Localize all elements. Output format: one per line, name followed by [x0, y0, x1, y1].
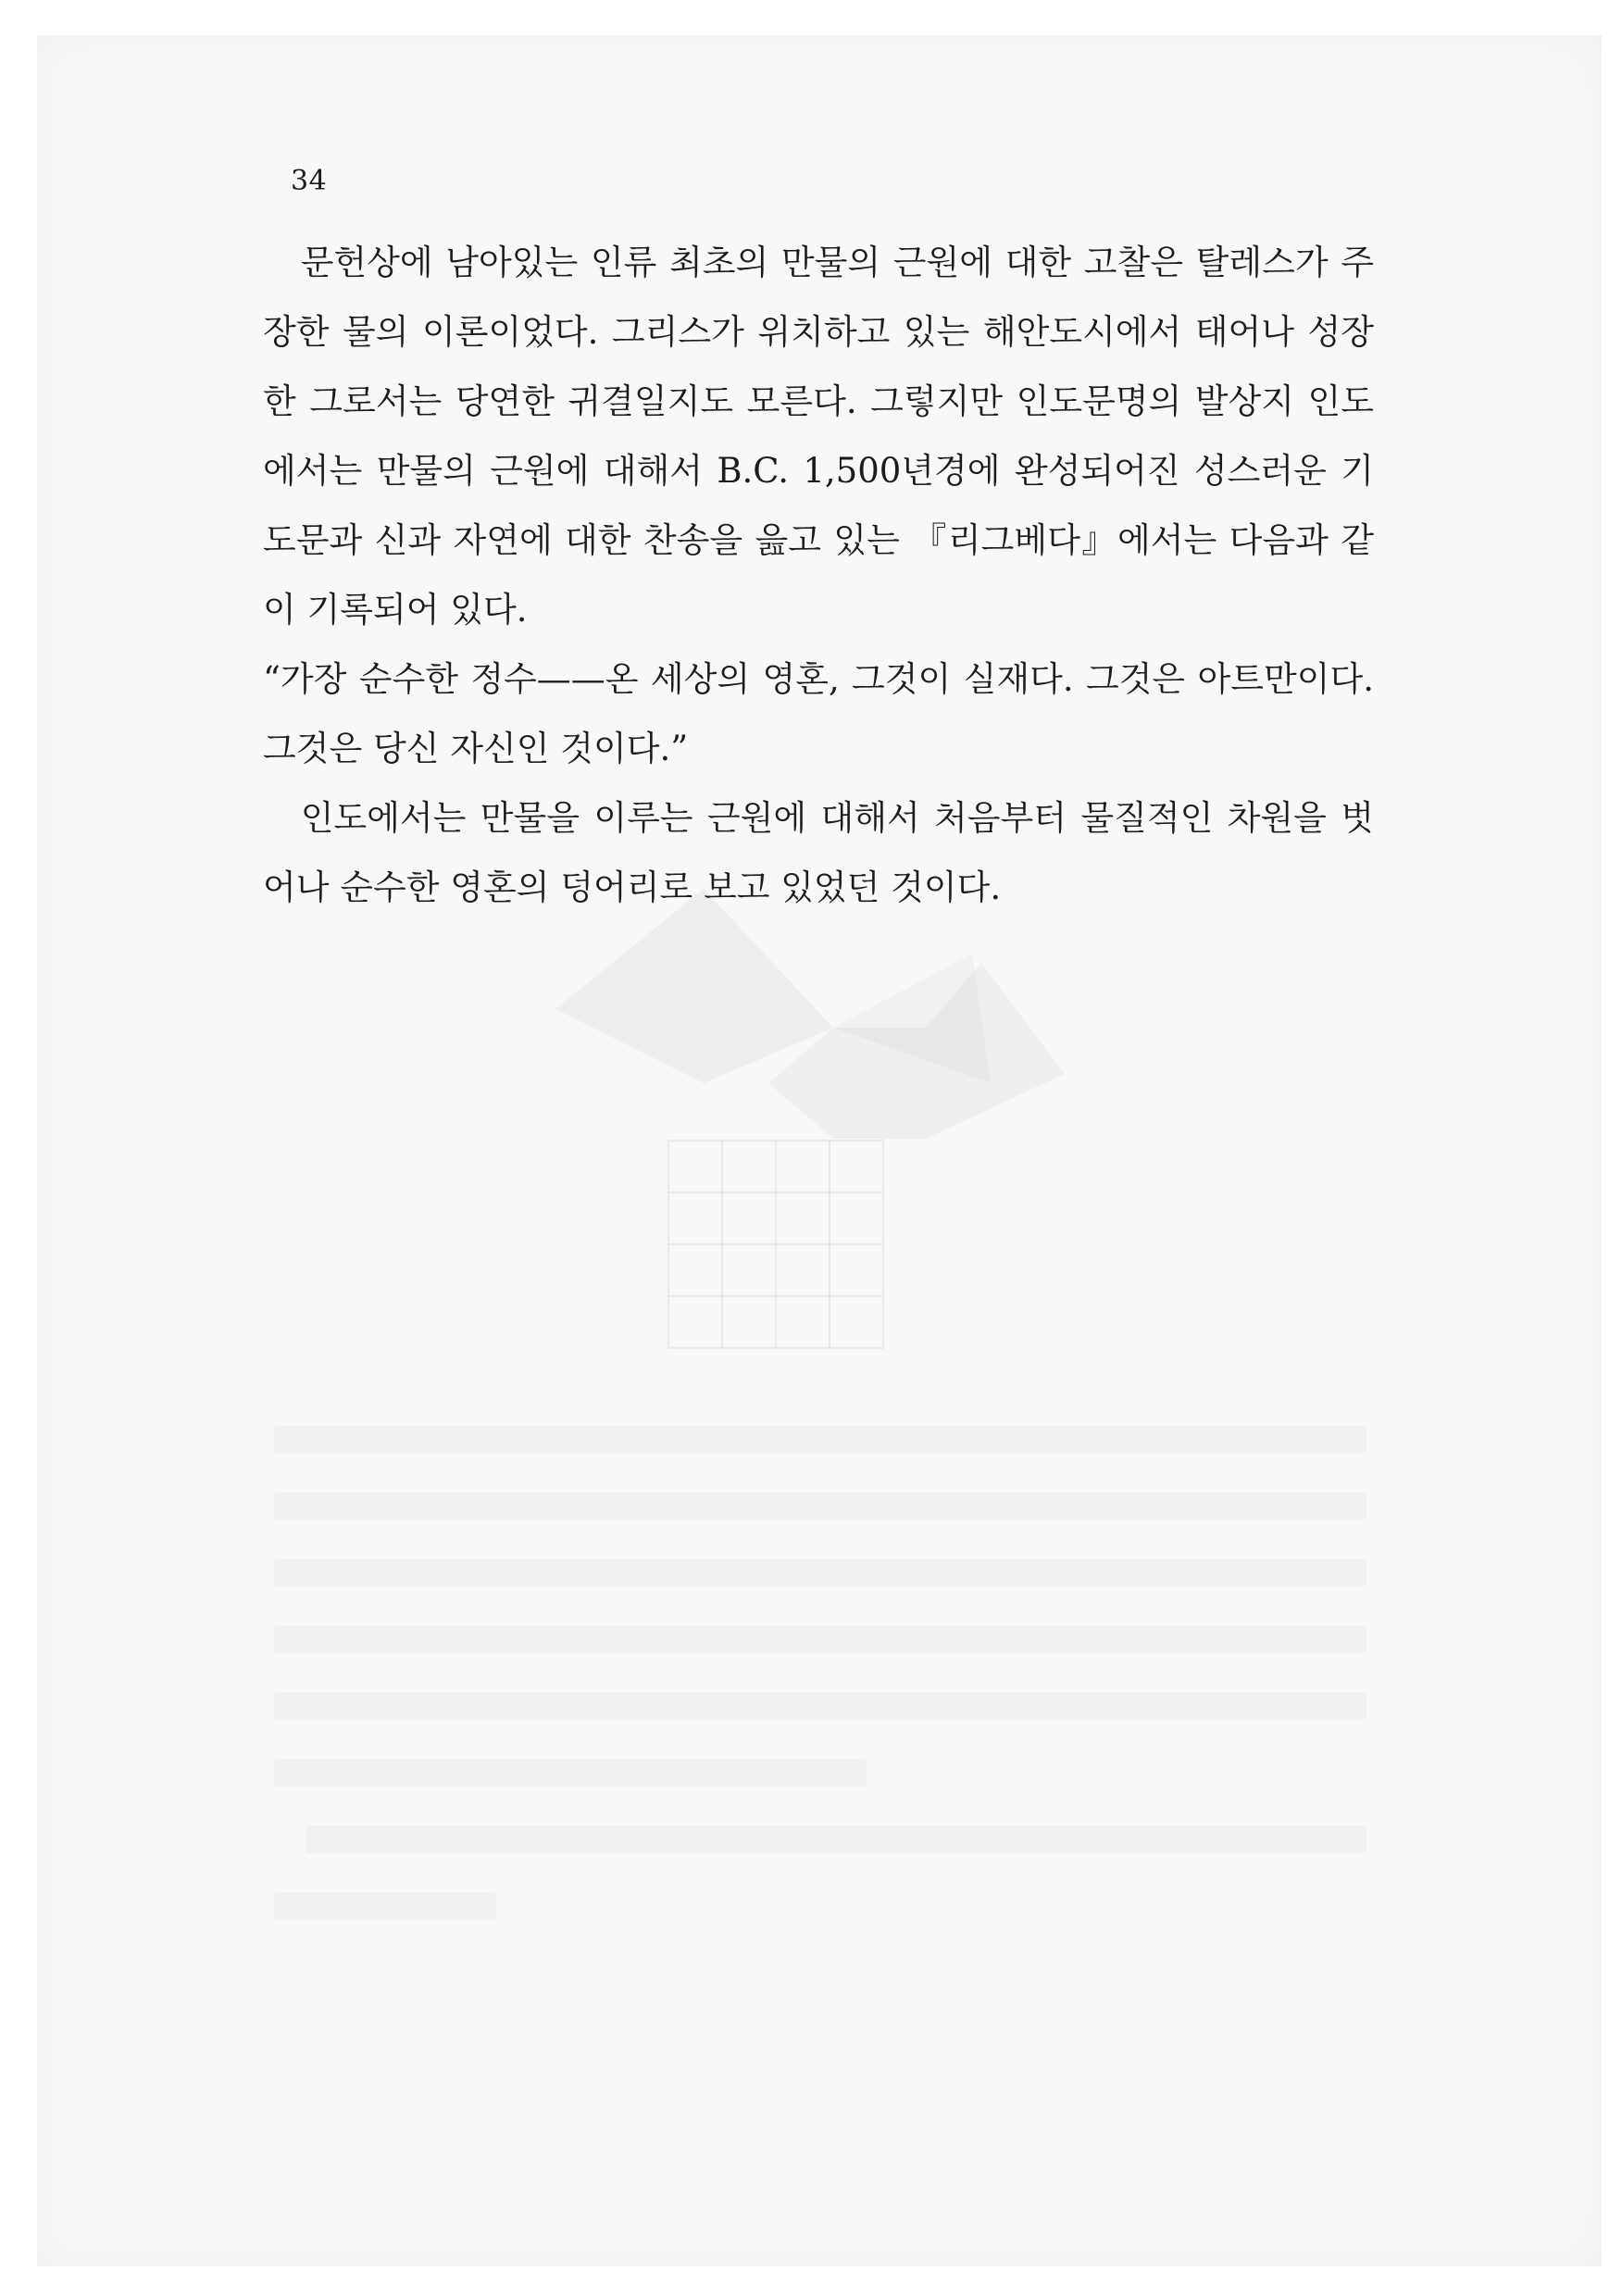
rigveda-quotation: “가장 순수한 정수——온 세상의 영혼, 그것이 실재다. 그것은 아트만이다. 그것은 당신 자신인 것이다.”: [263, 659, 1374, 768]
bleed-line: [306, 1826, 1366, 1853]
bleed-line: [274, 1759, 867, 1787]
bleed-line: [274, 1892, 496, 1920]
paragraph-conclusion: 인도에서는 만물을 이루는 근원에 대해서 처음부터 물질적인 차원을 벗어나 순수한 영혼의 덩어리로 보고 있었던 것이다.: [263, 798, 1374, 907]
bleed-line: [274, 1559, 1366, 1587]
body-text: [263, 228, 1374, 922]
page-number: 34: [291, 165, 328, 197]
bleed-line: [274, 1626, 1366, 1653]
paragraph-thales-rigveda: 문헌상에 남아있는 인류 최초의 만물의 근원에 대한 고찰은 탈레스가 주장한 물의 이론이었다. 그리스가 위치하고 있는 해안도시에서 태어나 성장한 그로서는 당연한 귀결일지도 모른다. 그렇지만 인도문명의 발상지 인도에서는 만물의 근원에 대해서 B.C. 1,500년경에 완성되어진 성스러운 기도문과 신과 자연에 대한 찬송을 읊고 있는 『리그베다』에서는 다음과 같이 기록되어 있다.: [263, 243, 1374, 630]
bleed-line: [274, 1692, 1366, 1720]
bleed-line: [274, 1492, 1366, 1520]
bleed-line: [274, 1426, 1366, 1454]
